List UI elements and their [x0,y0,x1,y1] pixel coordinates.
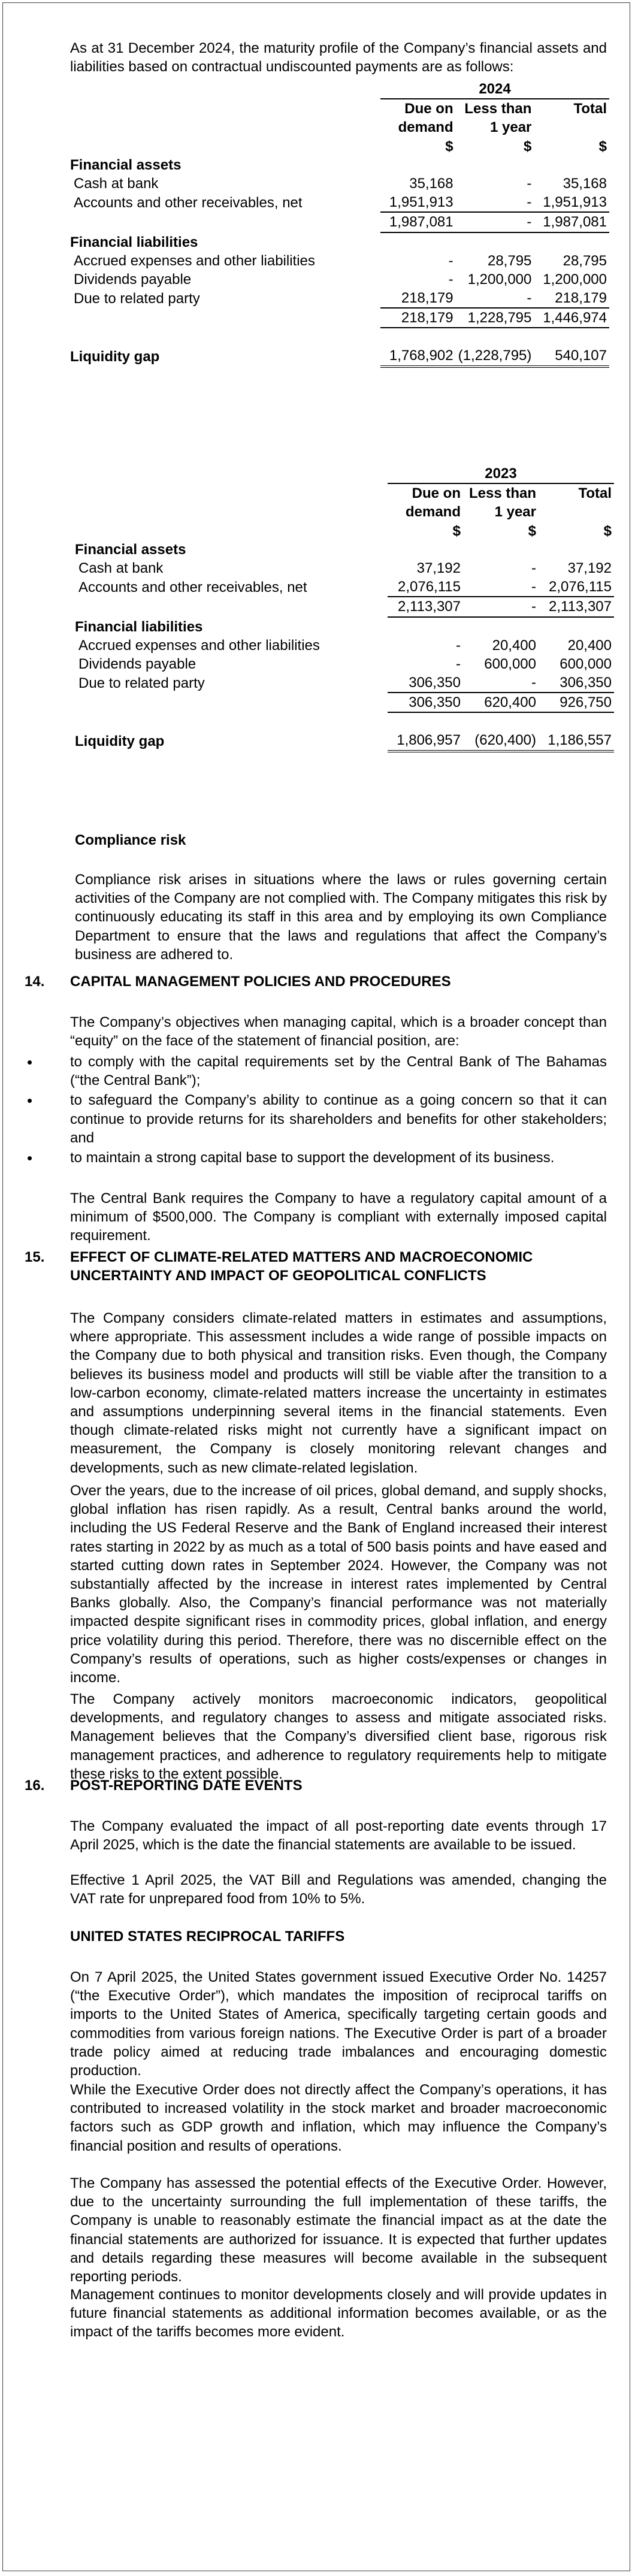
monitoring-paragraph: The Company actively monitors macroeconomic indicators, geopolitical developments, and regulatory changes to assess and mitigate associated risks. Management believes that the Company’s diversified client base, rigorous risk management practices, and adherence to regulatory requirements help to mitigate these risks to the extent possible. [70,1691,607,1782]
compliance-heading: Compliance risk [75,832,186,848]
list-item: • to comply with the capital requirements set by the Central Bank of The Bahamas (“the Central Bank”); [25,1053,607,1090]
liabilities-heading: Financial liabilities [75,618,203,635]
col-less-header-2: 1 year [489,119,532,136]
assets-heading: Financial assets [75,541,186,558]
list-item: • to maintain a strong capital base to support the development of its business. [25,1148,607,1167]
table-row: Cash at bank 35,168 - 35,168 [74,175,607,192]
col-due-currency: $ [445,138,453,155]
col-total-header: Total [573,101,607,117]
table-row: Cash at bank 37,192 - 37,192 [78,560,612,576]
col-total-currency: $ [603,522,612,539]
year-header-2024: 2024 [380,80,609,99]
post-reporting-paragraph: The Company evaluated the impact of all post-reporting date events through 17 April 2025, which is the date the financial statements are available to be issued. [70,1818,607,1854]
col-less-currency: $ [524,138,532,155]
list-item: • to safeguard the Company’s ability to continue as a going concern so that it can continue to provide returns for its shareholders and benefits for other stakeholders; and [25,1091,607,1147]
section-number: 16. [25,1777,45,1794]
section-title: EFFECT OF CLIMATE-RELATED MATTERS AND MACROECONOMIC UNCERTAINTY AND IMPACT OF GEOPOLITICAL CONFLICTS [70,1249,533,1284]
table-row-subtotal: 2,113,307 - 2,113,307 [72,597,614,616]
compliance-text: Compliance risk arises in situations where the laws or rules governing certain activities of the Company are not complied with. The Company mitigates this risk by continuously educating its staff in this area and by employing its own Compliance Department to ensure that the laws and regulations that affect the Company’s business are adhered to. [75,872,607,963]
climate-paragraph: The Company considers climate-related matters in estimates and assumptions, where appropriate. This assessment includes a wide range of possible impacts on the Company due to both physical and transition risks. Even though, the Company believes its business model and products will still be viable after the transition to a low-carbon economy, climate-related matters increase the uncertainty in estimates and assumptions underpinning several items in the financial statements. Even though climate-related risks might not currently have a significant impact on measurement, the Company is closely monitoring relevant changes and developments, such as new climate-related legislation. [70,1310,607,1476]
volatility-paragraph: While the Executive Order does not directly affect the Company’s operations, it has contributed to increased volatility in the stock market and broader macroeconomic factors such as GDP growth and inflation, which may influence the Company’s financial position and results of operations. [70,2082,607,2154]
col-less-header: Less than [468,485,536,502]
table-row: Accounts and other receivables, net 2,076,115 - 2,076,115 [72,578,614,597]
table-row: Dividends payable - 1,200,000 1,200,000 [74,271,607,288]
col-due-header-2: demand [405,504,461,521]
section-title: CAPITAL MANAGEMENT POLICIES AND PROCEDURES [70,973,451,990]
table-row: Due to related party 306,350 - 306,350 [72,673,614,693]
col-due-currency: $ [452,522,461,539]
maturity-table-2024 [68,80,609,368]
table-row: Accounts and other receivables, net 1,951,913 - 1,951,913 [68,193,609,212]
liabilities-heading: Financial liabilities [70,234,198,250]
assets-heading: Financial assets [70,156,182,173]
maturity-table-2023 [72,464,614,752]
capital-requirement: The Central Bank requires the Company to have a regulatory capital amount of a minimum of $500,000. The Company is compliant with externally imposed capital requirement. [70,1190,607,1244]
table-row-subtotal: 1,987,081 - 1,987,081 [68,212,609,232]
tariffs-subheading: UNITED STATES RECIPROCAL TARIFFS [70,1928,345,1945]
maturity-intro: As at 31 December 2024, the maturity profile of the Company’s financial assets and liabilities based on contractual undiscounted payments are as follows: [70,40,607,75]
section-number: 15. [25,1249,45,1265]
col-due-header: Due on [404,101,453,117]
vat-paragraph: Effective 1 April 2025, the VAT Bill and Regulations was amended, changing the VAT rate for unprepared food from 10% to 5%. [70,1872,607,1907]
col-less-header: Less than [464,101,532,117]
liquidity-gap-row: Liquidity gap 1,806,957 (620,400) 1,186,557 [72,731,614,751]
document-page [2,2,630,2571]
table-row: Accrued expenses and other liabilities - 20,400 20,400 [78,637,612,654]
section-title: POST-REPORTING DATE EVENTS [70,1777,303,1794]
tariffs-paragraph: On 7 April 2025, the United States government issued Executive Order No. 14257 (“the Executive Order”), which mandates the imposition of reciprocal tariffs on imports to the United States of America, specifically targeting certain goods and commodities from various foreign nations. The Executive Order is part of a broader trade policy aimed at reducing trade imbalances and encouraging domestic production. [70,1969,607,2079]
table-row: Dividends payable - 600,000 600,000 [78,655,612,672]
capital-objectives-list [25,1053,607,1168]
col-less-header-2: 1 year [494,504,536,521]
table-row-subtotal: 218,179 1,228,795 1,446,974 [68,308,609,328]
col-total-header: Total [578,485,612,502]
inflation-paragraph: Over the years, due to the increase of oil prices, global demand, and supply shocks, global inflation has risen rapidly. As a result, Central banks around the world, including the US Federal Reserve and the Bank of England increased their interest rates starting in 2022 by as much as a total of 500 basis points and have eased and started cutting down rates in September 2024. However, the Company was not substantially affected by the increase in interest rates implemented by Central Banks globally. Also, the Company’s financial performance was not materially impacted despite significant rises in commodity prices, global inflation, and energy price volatility during this period. Therefore, there was no discernible effect on the Company’s results of operations, such as higher costs/expenses or changes in income. [70,1483,607,1686]
col-due-header-2: demand [398,119,453,136]
table-row: Accrued expenses and other liabilities - 28,795 28,795 [74,252,607,269]
col-total-currency: $ [598,138,607,155]
col-due-header: Due on [412,485,461,502]
table-row: Due to related party 218,179 - 218,179 [68,289,609,308]
col-less-currency: $ [528,522,536,539]
table-row-subtotal: 306,350 620,400 926,750 [72,693,614,712]
capital-intro: The Company’s objectives when managing capital, which is a broader concept than “equity” on the face of the statement of financial position, are: [70,1014,607,1050]
section-number: 14. [25,973,45,990]
liquidity-gap-row: Liquidity gap 1,768,902 (1,228,795) 540,107 [68,346,609,366]
assessment-paragraph: The Company has assessed the potential effects of the Executive Order. However, due to the uncertainty surrounding the full implementation of these tariffs, the Company is unable to reasonably estimate the financial impact as at the date the financial statements are authorized for issuance. It is expected that further updates and details regarding these measures will become available in the subsequent reporting periods. [70,2175,607,2285]
management-paragraph: Management continues to monitor developments closely and will provide updates in future financial statements as additional information becomes available, or as the impact of the tariffs becomes more evident. [70,2287,607,2341]
year-header-2023: 2023 [388,464,614,483]
